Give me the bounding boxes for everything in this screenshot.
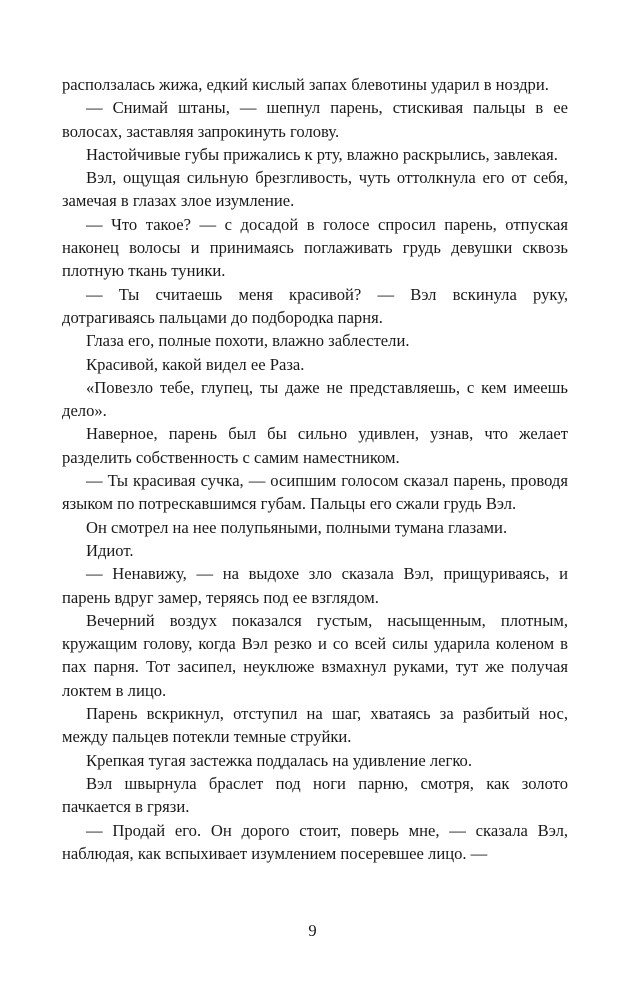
paragraph: — Что такое? — с досадой в голосе спросил парень, отпуская наконец волосы и принимаясь поглаживать грудь девушки сквозь плотную ткань туники. [62, 214, 568, 281]
paragraph: Он смотрел на нее полупьяными, полными тумана глазами. [86, 517, 508, 537]
body-text [62, 73, 568, 865]
paragraph: Вечерний воздух показался густым, насыщенным, плотным, кружащим голову, когда Вэл резко и со всей силы ударила коленом в пах парня. Тот засипел, неуклюже взмахнул руками, тут же получая локтем в лицо. [62, 610, 568, 700]
paragraph: Настойчивые губы прижались к рту, влажно раскрылись, завлекая. [86, 144, 558, 164]
paragraph: расползалась жижа, едкий кислый запах блевотины ударил в ноздри. [62, 75, 549, 94]
page-number: 9 [308, 921, 317, 940]
paragraph: — Ты красивая сучка, — осипшим голосом сказал парень, проводя языком по потрескавшимся губам. Пальцы его сжали грудь Вэл. [62, 471, 568, 514]
paragraph: — Ненавижу, — на выдохе зло сказала Вэл, прищуриваясь, и парень вдруг замер, теряясь под ее взглядом. [62, 564, 568, 607]
paragraph: Вэл, ощущая сильную брезгливость, чуть оттолкнула его от себя, замечая в глазах злое изумление. [62, 168, 568, 211]
paragraph: Идиот. [86, 540, 134, 560]
paragraph: Парень вскрикнул, отступил на шаг, хватаясь за разбитый нос, между пальцев потекли темные струйки. [62, 704, 568, 747]
paragraph: Наверное, парень был бы сильно удивлен, узнав, что желает разделить собственность с самим наместником. [62, 424, 568, 467]
paragraph: «Повезло тебе, глупец, ты даже не представляешь, с кем имеешь дело». [62, 377, 568, 421]
paragraph: Крепкая тугая застежка поддалась на удивление легко. [86, 750, 472, 770]
paragraph: — Снимай штаны, — шепнул парень, стискивая пальцы в ее волосах, заставляя запрокинуть голову. [62, 98, 568, 141]
paragraph: Глаза его, полные похоти, влажно заблестели. [86, 331, 410, 351]
paragraph: — Ты считаешь меня красивой? — Вэл вскинула руку, дотрагиваясь пальцами до подбородка парня. [62, 284, 568, 327]
paragraph: — Продай его. Он дорого стоит, поверь мне, — сказала Вэл, наблюдая, как вспыхивает изумлением посеревшее лицо. — [62, 820, 568, 863]
paragraph: Вэл швырнула браслет под ноги парню, смотря, как золото пачкается в грязи. [62, 773, 568, 817]
paragraph: Красивой, какой видел ее Раза. [86, 354, 305, 374]
